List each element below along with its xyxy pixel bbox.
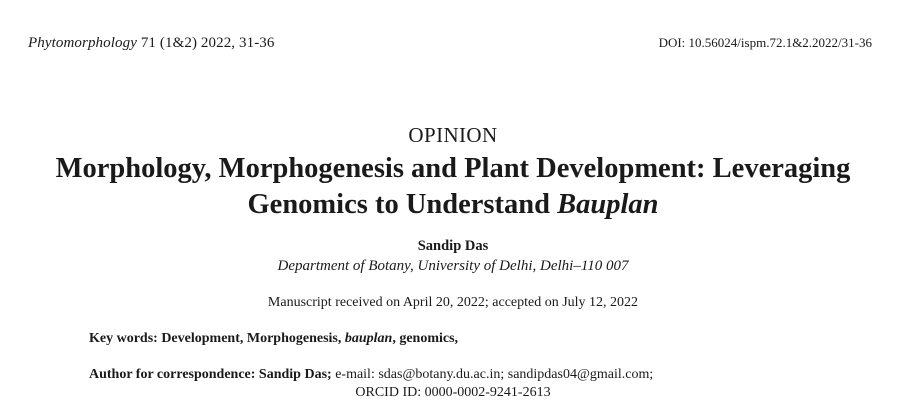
correspondence [89,367,653,383]
paper-title [0,151,906,223]
article-type: OPINION [408,123,498,147]
keywords-text: Key words: Development, Morphogenesis, [89,331,345,346]
citation-details: 71 (1&2) 2022, 31-36 [136,35,275,51]
journal-name: Phytomorphology [28,35,137,51]
title-line-2: Genomics to Understand [247,189,558,220]
title-italic-term: Bauplan [557,189,659,220]
manuscript-dates: Manuscript received on April 20, 2022; accepted on July 12, 2022 [267,295,639,310]
author-name: Sandip Das [417,238,489,254]
journal-citation [28,35,275,52]
title-line-1: Morphology, Morphogenesis and Plant Development: Leveraging [55,153,851,184]
doi: DOI: 10.56024/ispm.72.1&2.2022/31-36 [658,35,872,50]
keyword-bauplan: bauplan [344,331,393,346]
keywords-rest: , genomics, [392,331,459,346]
keywords [89,331,458,347]
author-affiliation: Department of Botany, University of Delhi, Delhi–110 007 [277,258,629,274]
correspondence-emails: e-mail: sdas@botany.du.ac.in; sandipdas04@gmail.com; [331,367,654,382]
correspondence-label: Author for correspondence: Sandip Das; [89,367,332,382]
orcid-id: ORCID ID: 0000-0002-9241-2613 [355,385,551,400]
